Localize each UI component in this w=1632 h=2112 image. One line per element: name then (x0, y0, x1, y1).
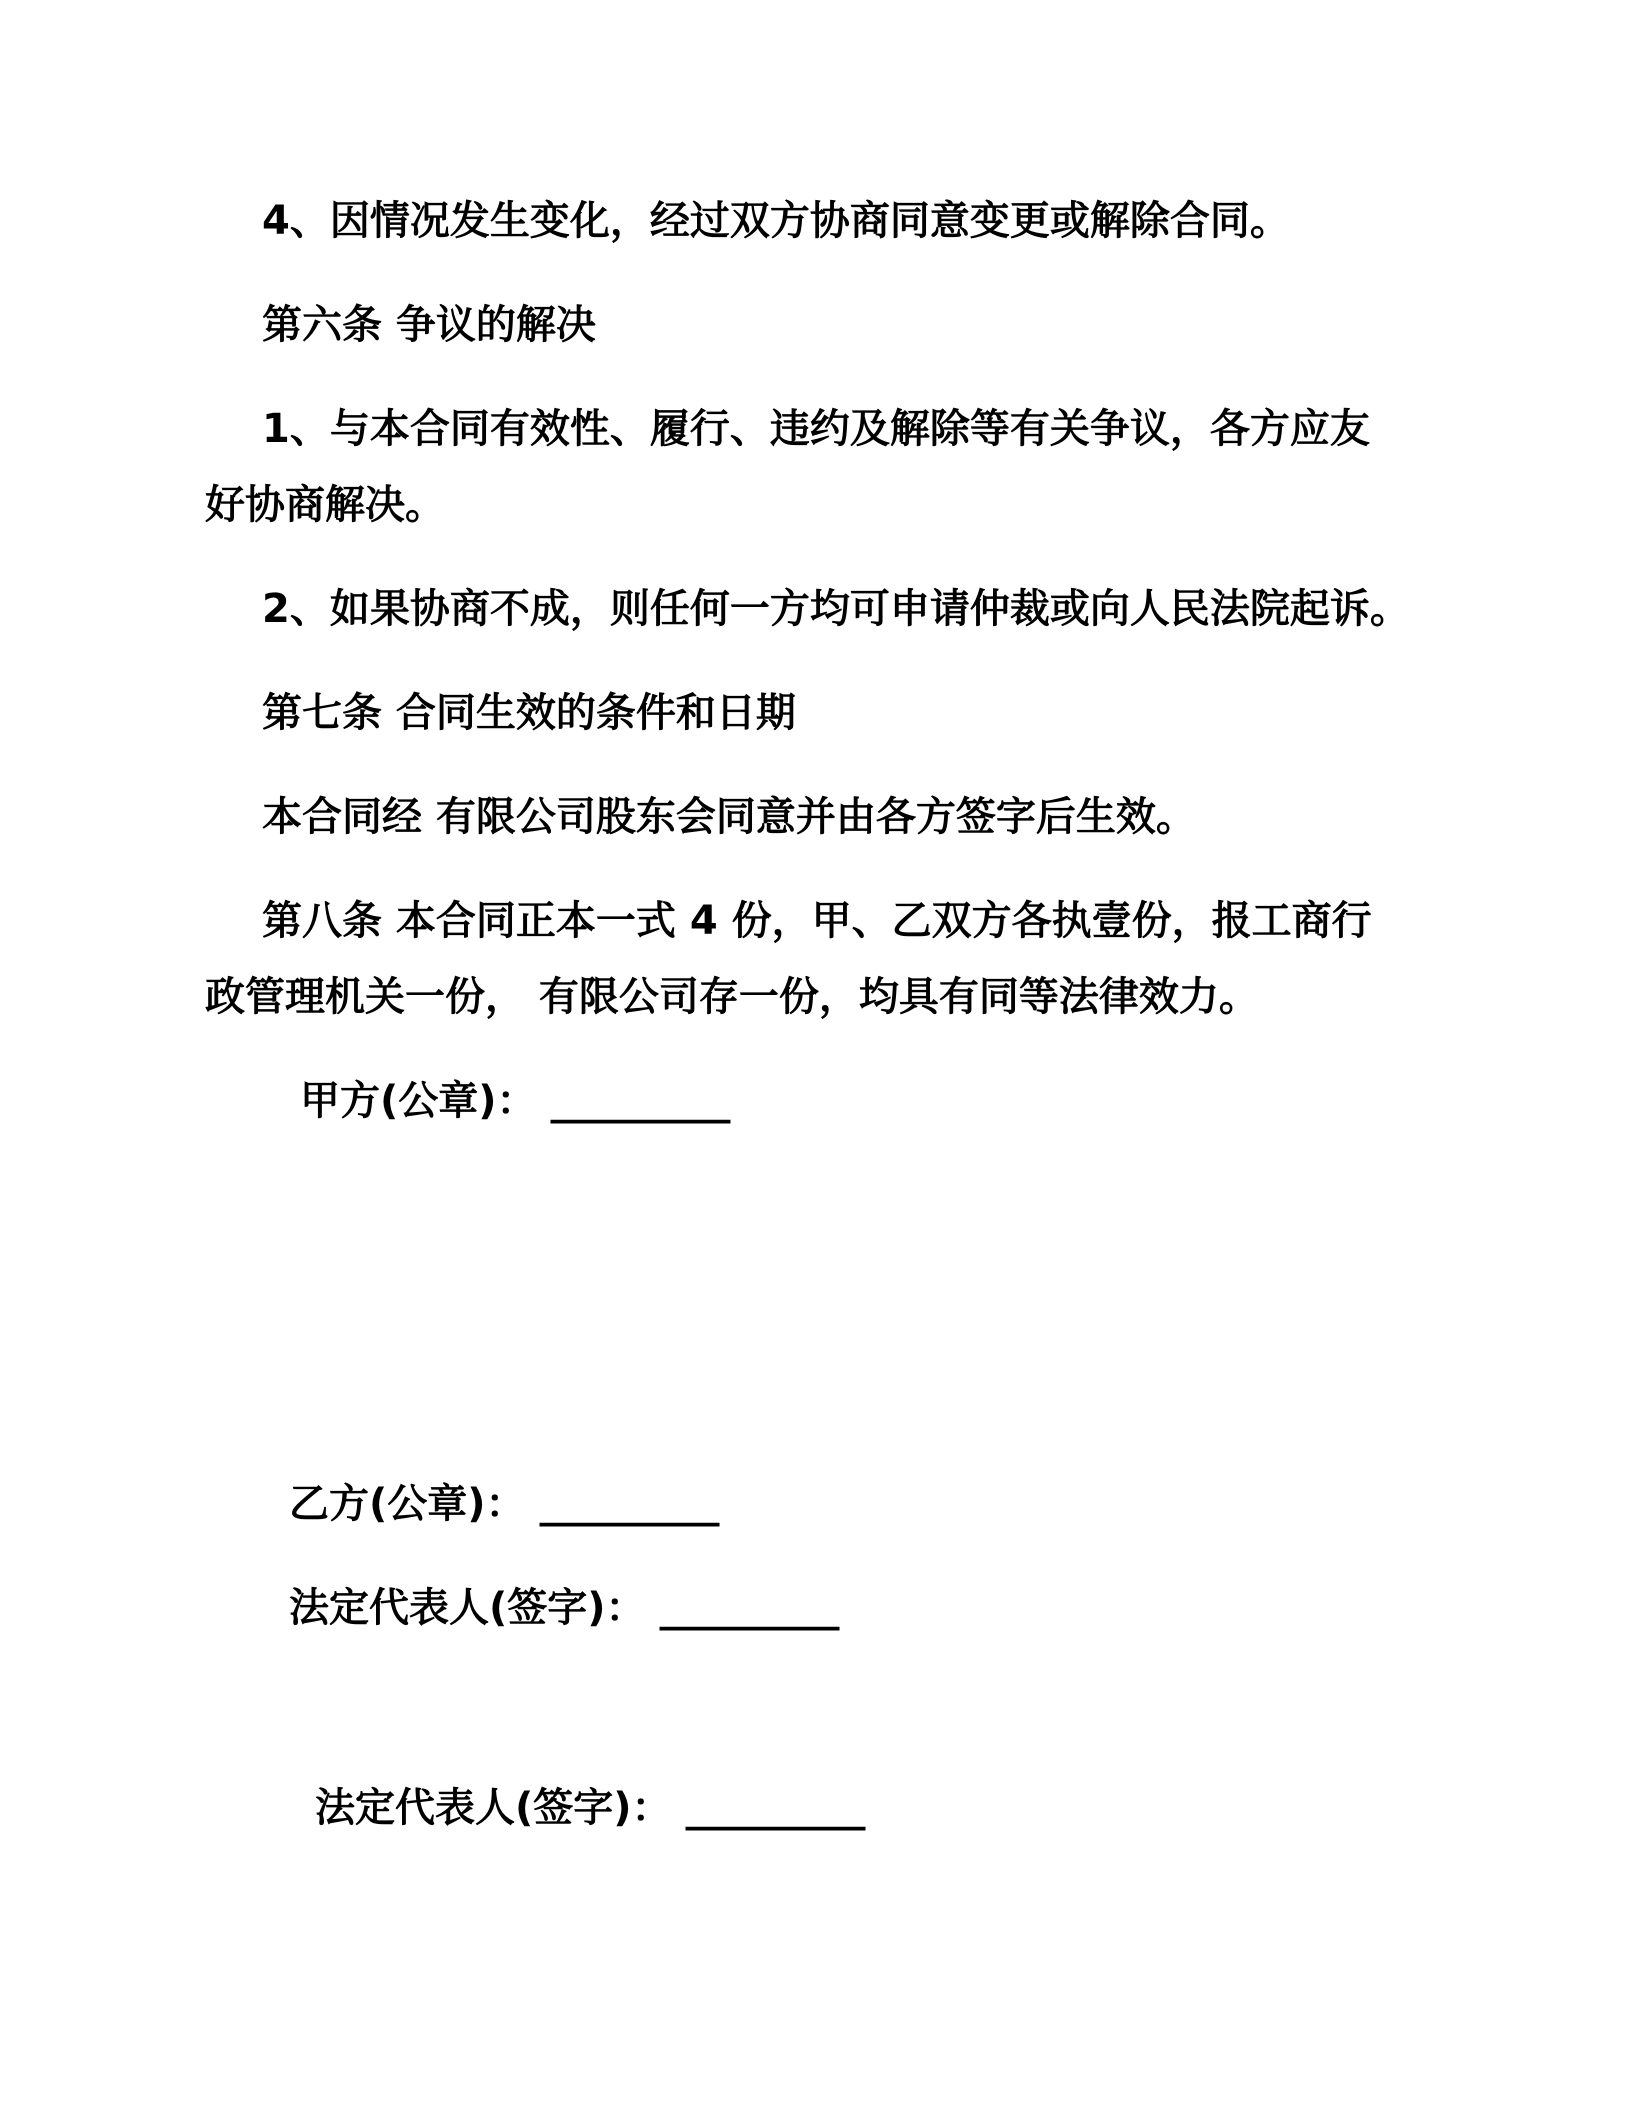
text-line: 甲方(公章)： _________ (300, 1078, 731, 1124)
article-8-text (205, 883, 1395, 1035)
text-line: 好协商解决。 (205, 482, 445, 528)
text-line: 第六条 争议的解决 (262, 302, 596, 348)
text-line: 第八条 本合同正本一式 4 份，甲、乙双方各执壹份，报工商行 (262, 898, 1372, 944)
text-line: 1、与本合同有效性、履行、违约及解除等有关争议，各方应友 (262, 406, 1370, 452)
text-line: 本合同经 有限公司股东会同意并由各方签字后生效。 (262, 794, 1196, 840)
party-b-seal-line (205, 1466, 1395, 1542)
text-line: 法定代表人(签字)： _________ (315, 1785, 866, 1831)
article-7-text (205, 779, 1395, 855)
article-6-heading (205, 287, 1395, 363)
text-line: 法定代表人(签字)： _________ (289, 1585, 840, 1631)
text-line: 4、因情况发生变化，经过双方协商同意变更或解除合同。 (262, 198, 1290, 244)
document-body (205, 183, 1410, 1846)
text-line: 政管理机关一份， 有限公司存一份，均具有同等法律效力。 (205, 974, 1259, 1020)
legal-representative-signature-line-2 (205, 1770, 1395, 1846)
text-line: 乙方(公章)： _________ (289, 1481, 720, 1527)
text-line: 2、如果协商不成，则任何一方均可申请仲裁或向人民法院起诉。 (262, 586, 1410, 632)
text-line: 第七条 合同生效的条件和日期 (262, 690, 796, 736)
article-6-item-1 (205, 391, 1395, 543)
clause-item-4 (205, 183, 1395, 259)
article-6-item-2 (205, 571, 1410, 647)
legal-representative-signature-line-1 (205, 1570, 1395, 1646)
party-a-seal-line (205, 1063, 1395, 1139)
article-7-heading (205, 675, 1395, 751)
